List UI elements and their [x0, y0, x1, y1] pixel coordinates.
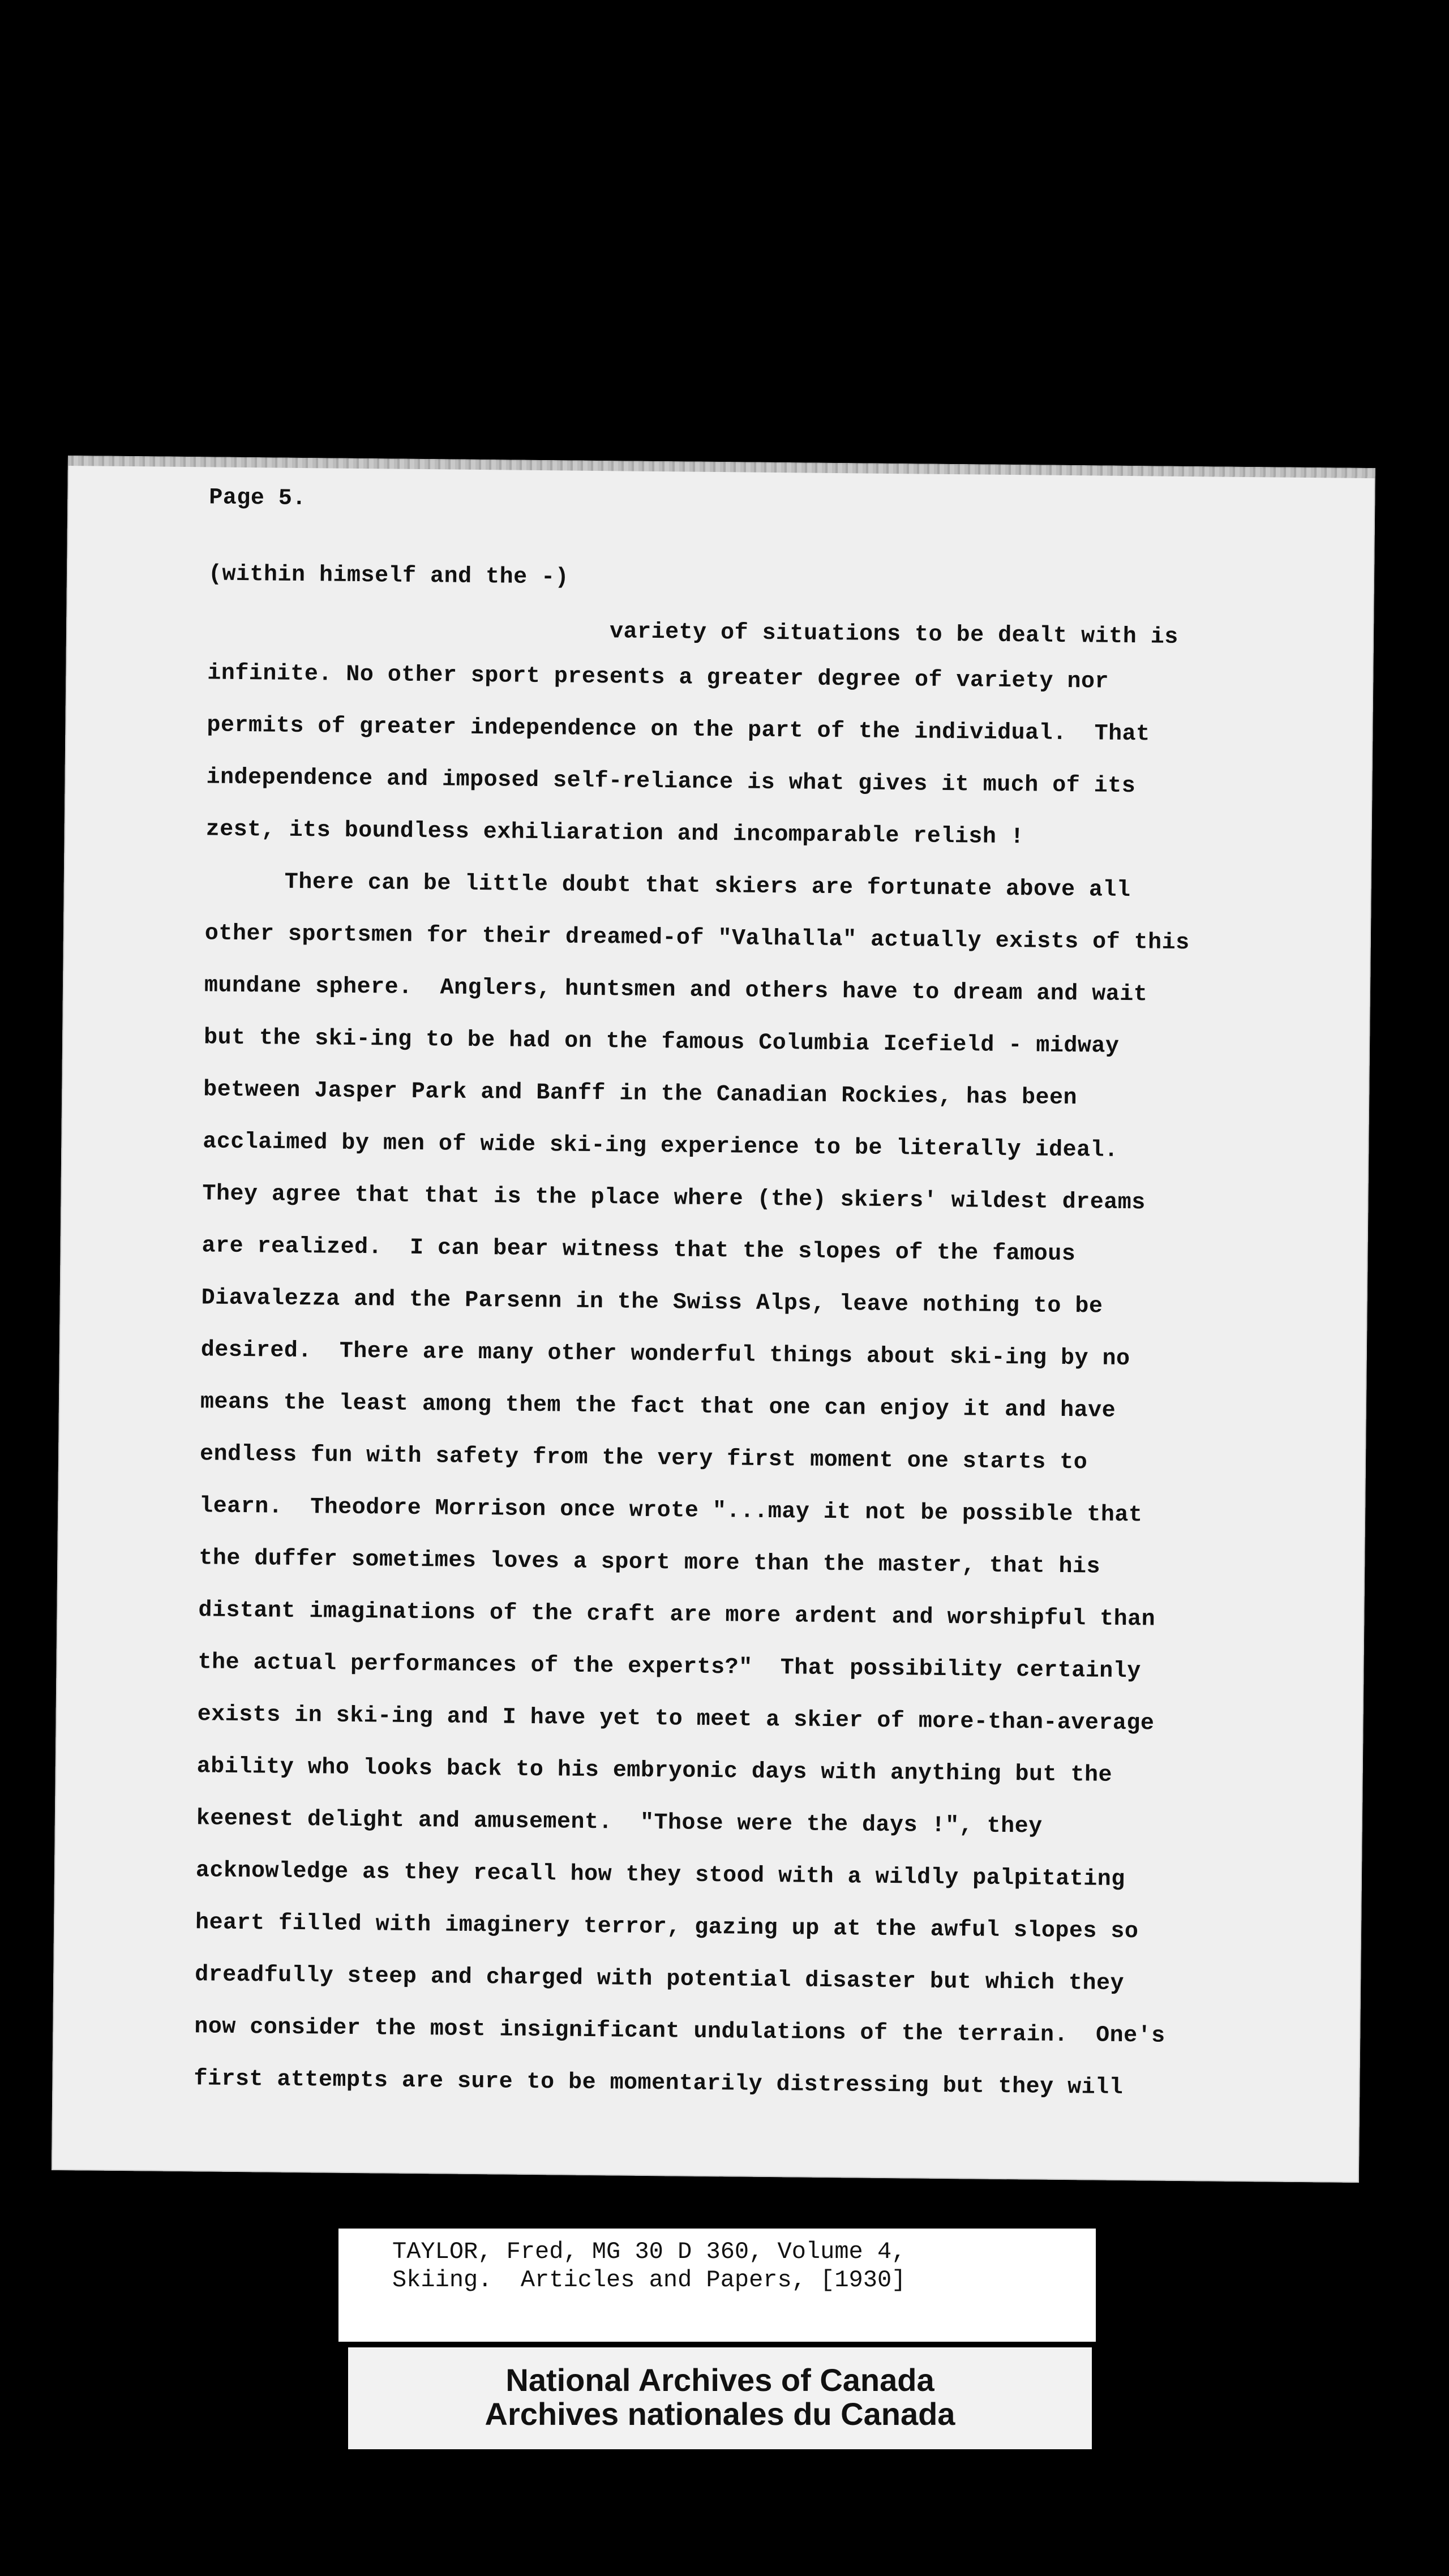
text-line: means the least among them the fact that one can enjoy it and have [200, 1389, 1116, 1424]
citation-label [338, 2229, 1096, 2342]
text-line: ability who looks back to his embryonic days with anything but the [196, 1754, 1113, 1788]
text-line: endless fun with safety from the very first moment one starts to [199, 1441, 1088, 1476]
text-line: variety of situations to be dealt with is [609, 619, 1178, 650]
text-line: They agree that that is the place where (the) skiers' wildest dreams [202, 1181, 1146, 1216]
text-line: between Jasper Park and Banff in the Canadian Rockies, has been [203, 1077, 1078, 1111]
text-line: first attempts are sure to be momentarily distressing but they will [194, 2066, 1124, 2101]
text-line: now consider the most insignificant undulations of the terrain. One's [194, 2014, 1165, 2049]
archive-label [348, 2347, 1092, 2449]
text-line: exists in ski-ing and I have yet to meet a skier of more-than-average [197, 1702, 1155, 1737]
citation-line-2: Skiing. Articles and Papers, [1930] [392, 2266, 906, 2294]
text-line: acknowledge as they recall how they stood with a wildly palpitating [195, 1858, 1125, 1893]
text-line: mundane sphere. Anglers, huntsmen and others have to dream and wait [204, 973, 1148, 1008]
text-line: independence and imposed self-reliance is what gives it much of its [206, 765, 1136, 800]
text-line: the actual performances of the experts?" That possibility certainly [198, 1650, 1141, 1685]
text-line: heart filled with imaginery terror, gazing up at the awful slopes so [195, 1910, 1139, 1945]
text-line: keenest delight and amusement. "Those were the days !", they [196, 1806, 1043, 1840]
archive-name [348, 2363, 1092, 2431]
text-line: learn. Theodore Morrison once wrote "...may it not be possible that [199, 1493, 1143, 1529]
text-line: other sportsmen for their dreamed-of "Valhalla" actually exists of this [204, 921, 1190, 956]
typed-page [52, 456, 1375, 2183]
text-line: permits of greater independence on the part of the individual. That [207, 712, 1150, 748]
text-line: There can be little doubt that skiers are fortunate above all [284, 869, 1131, 904]
text-line: infinite. No other sport presents a greater degree of variety nor [207, 660, 1109, 695]
archive-name-french: Archives nationales du Canada [485, 2396, 955, 2432]
citation-line-1: TAYLOR, Fred, MG 30 D 360, Volume 4, [392, 2238, 906, 2265]
text-line: dreadfully steep and charged with potential disaster but which they [195, 1962, 1125, 1997]
text-line: the duffer sometimes loves a sport more than the master, that his [199, 1545, 1101, 1580]
text-line: distant imaginations of the craft are more ardent and worshipful than [198, 1598, 1156, 1633]
text-line: acclaimed by men of wide ski-ing experience to be literally ideal. [203, 1129, 1118, 1164]
text-line: but the ski-ing to be had on the famous Columbia Icefield - midway [203, 1025, 1120, 1059]
continuation-heading: (within himself and the -) [208, 561, 569, 591]
archive-name-english: National Archives of Canada [505, 2362, 934, 2398]
text-line: are realized. I can bear witness that the slopes of the famous [202, 1233, 1076, 1268]
typed-text-block [52, 456, 1375, 2183]
text-line: Diavalezza and the Parsenn in the Swiss Alps, leave nothing to be [201, 1285, 1103, 1320]
page-number: Page 5. [209, 485, 307, 512]
citation-text [392, 2238, 906, 2294]
text-line: zest, its boundless exhiliaration and incomparable relish ! [205, 817, 1024, 851]
text-line: desired. There are many other wonderful things about ski-ing by no [200, 1337, 1130, 1372]
